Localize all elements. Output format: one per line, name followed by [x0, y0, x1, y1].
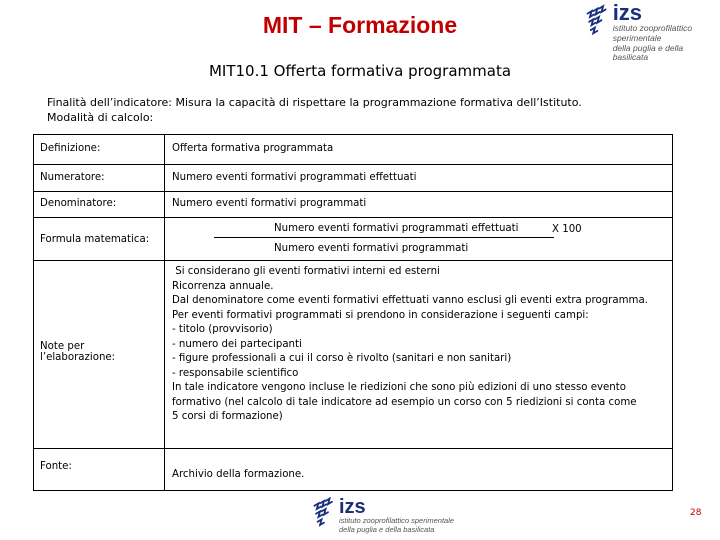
- fonte-value: Archivio della formazione.: [172, 469, 305, 480]
- izs-logo: [585, 2, 720, 63]
- izs-logo-footer: [312, 497, 454, 534]
- izs-logo-mark-icon: [312, 497, 336, 529]
- numeratore-label: Numeratore:: [40, 172, 105, 183]
- note-label-line-1: Note per: [40, 341, 85, 352]
- page-number: 28: [690, 508, 702, 518]
- numeratore-value: Numero eventi formativi programmati effettuati: [172, 172, 417, 183]
- note-line: formativo (nel calcolo di tale indicatore ad esempio un corso con 5 riedizioni si conta come: [172, 396, 637, 408]
- column-divider: [164, 135, 165, 490]
- logo-line-2: della puglia e della basilicata: [612, 42, 684, 63]
- intro-method: Modalità di calcolo:: [47, 111, 154, 124]
- note-line: Per eventi formativi programmati si prendono in considerazione i seguenti campi:: [172, 309, 589, 321]
- formula-numerator: Numero eventi formativi programmati effettuati: [274, 223, 519, 234]
- logo-line-2: della puglia e della basilicata: [339, 524, 435, 534]
- note-line: Dal denominatore come eventi formativi effettuati vanno esclusi gli eventi extra programma.: [172, 295, 648, 306]
- fraction-bar: [214, 237, 554, 238]
- note-line: - numero dei partecipanti: [172, 338, 302, 350]
- logo-line-1: istituto zooprofilattico sperimentale: [339, 516, 455, 525]
- row-divider: [34, 217, 672, 218]
- formula-label: Formula matematica:: [40, 234, 150, 245]
- logo-line-1: istituto zooprofilattico sperimentale: [612, 23, 693, 43]
- note-line: In tale indicatore vengono incluse le riedizioni che sono più edizioni di uno stesso evento: [172, 382, 626, 393]
- note-line: 5 corsi di formazione): [172, 411, 283, 422]
- logo-wordmark: izs: [612, 0, 643, 25]
- indicator-table: [33, 134, 673, 491]
- definizione-label: Definizione:: [40, 143, 101, 154]
- note-line: - responsabile scientifico: [172, 367, 299, 379]
- intro-text: [47, 95, 582, 125]
- row-divider: [34, 260, 672, 261]
- note-line: - figure professionali a cui il corso è rivolto (sanitari e non sanitari): [172, 353, 512, 364]
- intro-purpose: Finalità dell’indicatore: Misura la capacità di rispettare la programmazione formativa dell’Istituto.: [47, 96, 582, 109]
- row-divider: [34, 448, 672, 449]
- izs-logo-mark-icon: [585, 2, 610, 40]
- note-line: - titolo (provvisorio): [172, 324, 273, 335]
- section-subtitle: MIT10.1 Offerta formativa programmata: [208, 62, 512, 80]
- fonte-label: Fonte:: [40, 461, 72, 472]
- formula-multiplier: X 100: [552, 224, 582, 235]
- note-line: Si considerano gli eventi formativi interni ed esterni: [172, 266, 440, 277]
- row-divider: [34, 191, 672, 192]
- note-line: Ricorrenza annuale.: [172, 280, 274, 292]
- formula-denominator: Numero eventi formativi programmati: [274, 243, 469, 254]
- logo-wordmark: izs: [339, 496, 366, 518]
- page-title: MIT – Formazione: [262, 12, 458, 38]
- definizione-value: Offerta formativa programmata: [172, 143, 334, 154]
- note-content: [172, 265, 667, 425]
- note-label-line-2: l’elaborazione:: [40, 352, 116, 363]
- note-label: [40, 341, 160, 363]
- denominatore-value: Numero eventi formativi programmati: [172, 198, 367, 209]
- row-divider: [34, 164, 672, 165]
- denominatore-label: Denominatore:: [40, 198, 117, 209]
